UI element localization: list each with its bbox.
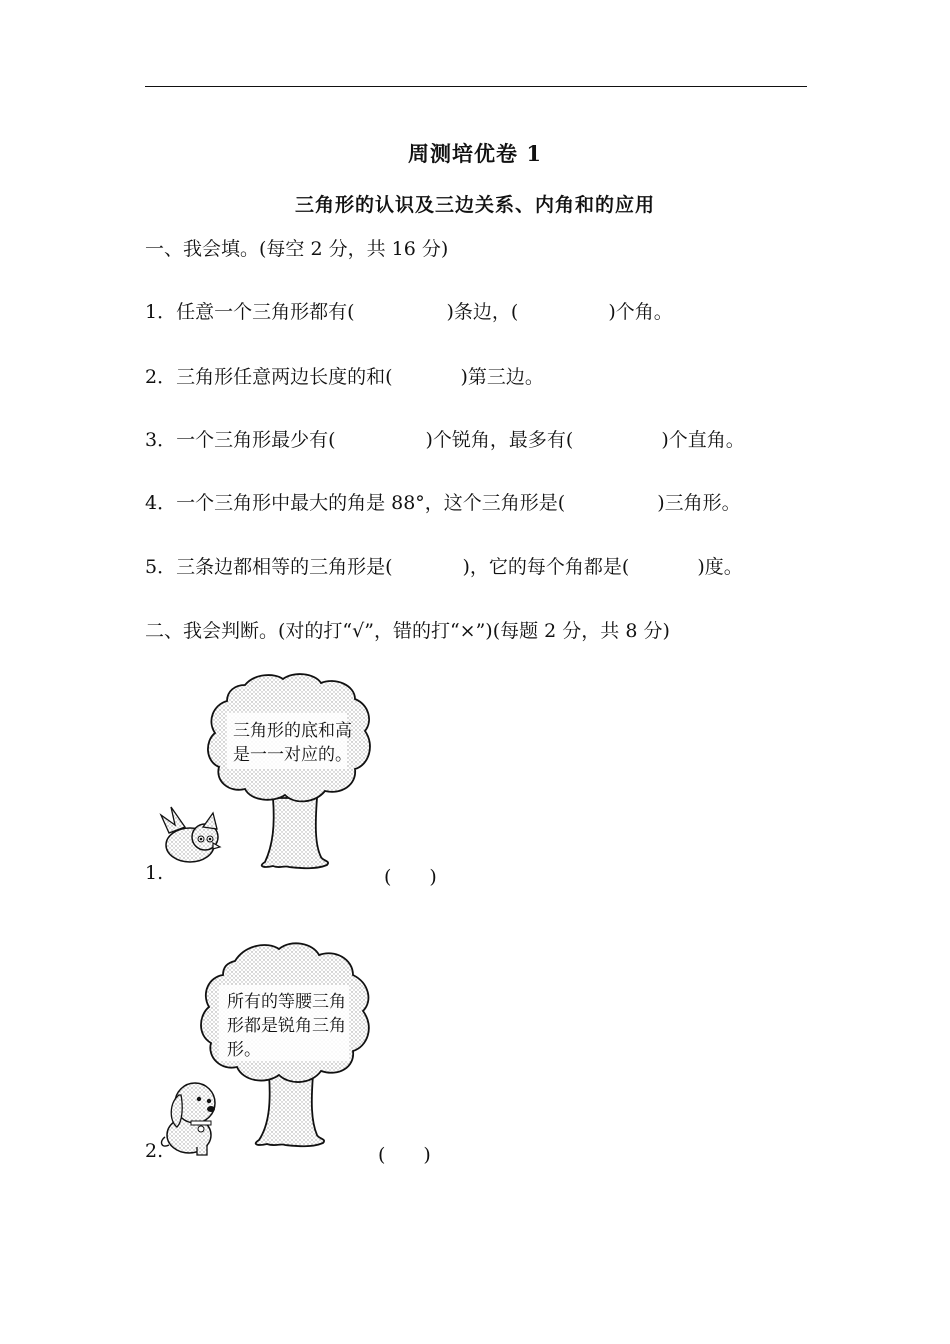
judge-figure-2 — [155, 935, 395, 1160]
question-1: 1．任意一个三角形都有( )条边，( )个角。 — [145, 301, 673, 323]
bubble-text: 所有的等腰三角 — [227, 992, 346, 1012]
bubble-text: 三角形的底和高 — [233, 721, 352, 741]
question-number: 4． — [145, 492, 177, 514]
question-number: 3． — [145, 429, 177, 451]
header-rule — [145, 86, 807, 87]
question-3: 3．一个三角形最少有( )个锐角，最多有( )个直角。 — [145, 429, 745, 451]
section1-heading: 一、我会填。(每空 2 分，共 16 分) — [145, 238, 449, 260]
page-title: 周测培优卷 1 — [408, 141, 542, 166]
tree-icon — [201, 943, 369, 1146]
section2-heading: 二、我会判断。(对的打“√”，错的打“×”)(每题 2 分，共 8 分) — [145, 620, 670, 642]
bird-icon — [161, 807, 220, 862]
question-4: 4．一个三角形中最大的角是 88°，这个三角形是( )三角形。 — [145, 492, 741, 514]
tree-icon — [208, 674, 370, 868]
question-number: 1． — [145, 301, 177, 323]
judge-figure-1 — [155, 665, 405, 880]
judge-number: 2. — [145, 1140, 164, 1162]
bubble-text: 形都是锐角三角 — [227, 1016, 346, 1036]
page-subtitle: 三角形的认识及三边关系、内角和的应用 — [294, 194, 655, 216]
bubble-text: 形。 — [227, 1040, 261, 1060]
question-number: 5． — [145, 556, 177, 578]
bubble-text: 是一一对应的。 — [233, 745, 352, 765]
question-number: 2． — [145, 366, 177, 388]
judge-number: 1. — [145, 862, 164, 884]
judge-answer-box[interactable]: ( ) — [384, 866, 437, 888]
question-2: 2．三角形任意两边长度的和( )第三边。 — [145, 366, 544, 388]
question-5: 5．三条边都相等的三角形是( )，它的每个角都是( )度。 — [145, 556, 743, 578]
dog-icon — [162, 1083, 215, 1155]
judge-answer-box[interactable]: ( ) — [378, 1144, 431, 1166]
